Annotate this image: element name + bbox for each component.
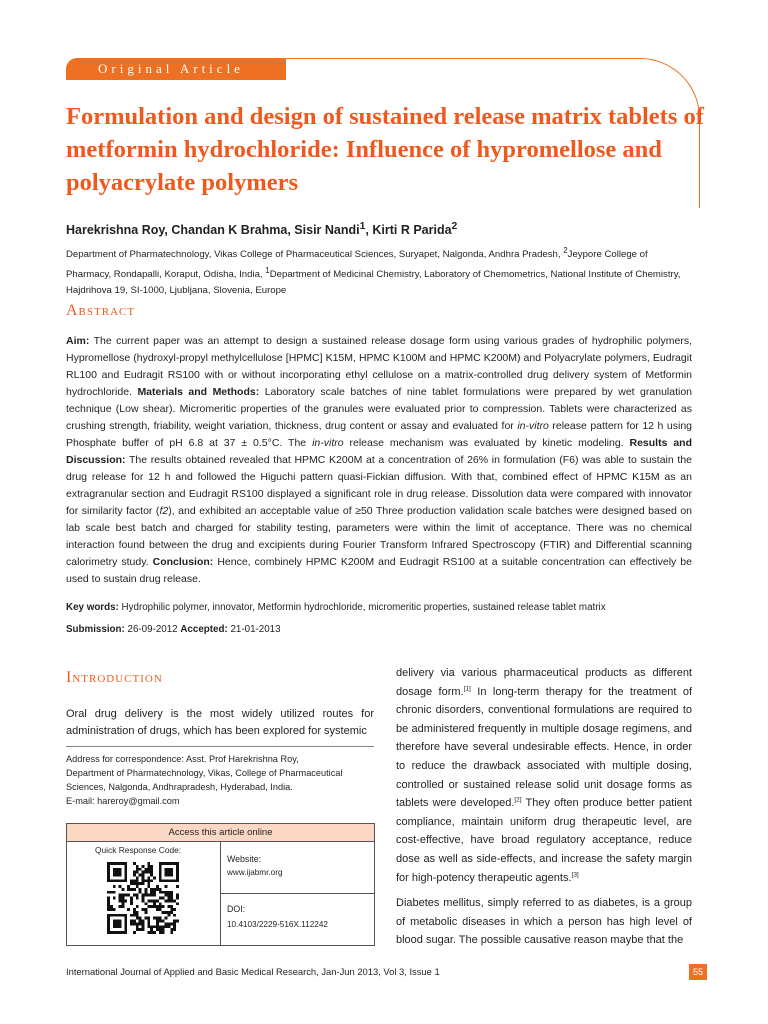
in-vitro-term-1: in-vitro — [517, 420, 549, 432]
qr-label: Quick Response Code: — [95, 845, 182, 855]
aim-text: The current paper was an attempt to design a sustained release dosage form using various grades of hydrophilic polymers, Hypromellose (hydroxyl-propyl methylcellulose [HPMC] K15M, HPMC K100M and HPMC K200M) and Polyacrylate polymers, Eudragit RL100 and Eudragit RS100 with or without incorporating ethyl cellulose on a matrix-controlled drug delivery system of Metformin hydrochloride. — [66, 335, 692, 398]
correspondence-line-1: Address for correspondence: Asst. Prof Harekrishna Roy, — [66, 754, 299, 764]
journal-footer: International Journal of Applied and Basic Medical Research, Jan-Jun 2013, Vol 3, Issue 1 — [66, 966, 440, 977]
results-label: Results and Discussion: — [66, 437, 692, 466]
intro-text-b: In long-term therapy for the treatment of chronic disorders, conventional formulations are required to be administered frequently in multiple dosage regimens, and therefore have several undesirable effects. Hence, in order to reduce the drawback associated with multiple dosing, controlled or sustained release solid unit dosage forms as tablets were developed. — [396, 685, 693, 810]
ref-1[interactable]: [1] — [463, 684, 471, 692]
accepted-date: 21-01-2013 — [227, 624, 281, 635]
submission-date: 26-09-2012 — [124, 624, 181, 635]
correspondence-block — [66, 752, 376, 808]
abstract-heading: Abstract — [66, 302, 136, 319]
ref-2[interactable]: [2] — [514, 796, 522, 804]
affiliations — [66, 243, 694, 299]
results-text-a: The results obtained revealed that HPMC K200M at a concentration of 26% in formulation (F6) was able to sustain the drug release for 12 h and followed the Higuchi pattern quasi-Fickian diffusion. With that, combined effect of HPMC K15M as an extragranular section and Eudragit RS100 displayed a significant role in drug release. Dissolution data were compared with innovator for similarity factor ( — [66, 454, 692, 517]
ref-3[interactable]: [3] — [571, 870, 579, 878]
submission-label: Submission: — [66, 624, 125, 635]
access-box-heading: Access this article online — [67, 824, 374, 842]
correspondence-email: E-mail: hareroy@gmail.com — [66, 796, 180, 806]
author-names: Harekrishna Roy, Chandan K Brahma, Sisir Nandi — [66, 223, 360, 238]
intro-text-a: delivery via various pharmaceutical products as different dosage form. — [396, 667, 692, 698]
article-type-label: Original Article — [98, 61, 244, 76]
f2-term: f2 — [159, 505, 169, 517]
website-link[interactable]: www.ijabmr.org — [227, 868, 283, 877]
access-box-row-divider — [220, 893, 374, 894]
affiliation-sup-1: 1 — [265, 266, 270, 276]
methods-text-a: Laboratory scale batches of nine tablet formulations were prepared by wet granulation technique (Low shear). Micromeritic properties of the granules were evaluated prior to compression. Tablets were characterized as crushing strength, friability, weight variation, thickness, drug content or assay and evaluated for — [66, 386, 693, 432]
affiliation-part-2: Jeypore College of Pharmacy, Rondapalli, Koraput, Odisha, India, — [66, 249, 648, 281]
keywords — [66, 601, 706, 615]
doi-value[interactable]: 10.4103/2229-516X.112242 — [227, 920, 328, 929]
correspondence-divider — [66, 746, 374, 747]
qr-code-icon — [107, 862, 179, 934]
conclusion-text: Hence, combinely HPMC K200M and Eudragit RS100 at a suitable concentration can effectively be used to sustain drug release. — [66, 556, 692, 585]
page-number: 55 — [689, 964, 707, 980]
access-article-box — [66, 823, 375, 946]
methods-text-c: release mechanism was evaluated by kinetic modeling. — [343, 437, 630, 449]
correspondence-line-2: Department of Pharmatechnology, Vikas, College of Pharmaceutical — [66, 768, 343, 778]
aim-label: Aim: — [66, 335, 90, 347]
abstract-body — [66, 333, 692, 588]
article-type-tab — [66, 58, 286, 80]
doi-label: DOI: — [227, 904, 246, 914]
introduction-left-text: Oral drug delivery is the most widely utilized routes for administration of drugs, which has been explored for systemic — [66, 708, 374, 737]
article-title: Formulation and design of sustained release matrix tablets of metformin hydrochloride: Influence of hypromellose and polyacrylate polymers — [66, 103, 704, 196]
correspondence-line-3: Sciences, Nalgonda, Andhrapradesh, Hyderabad, India. — [66, 782, 293, 792]
keywords-label: Key words: — [66, 602, 119, 613]
author-sup-1: 1 — [359, 221, 366, 232]
conclusion-label: Conclusion: — [152, 556, 214, 568]
author-last: , Kirti R Parida — [365, 223, 452, 238]
intro-text-c: They often produce better patient compliance, maintain uniform drug therapeutic level, are cost-effective, have broad regulatory acceptance, reduce dose as well as side-effects, and increase the safety margin for high-potency therapeutic agents. — [396, 797, 692, 884]
keywords-text: Hydrophilic polymer, innovator, Metformin hydrochloride, micromeritic properties, sustained release tablet matrix — [118, 602, 606, 613]
introduction-right-paragraph-1 — [396, 664, 692, 887]
author-sup-2: 2 — [451, 221, 458, 232]
introduction-right-paragraph-2: Diabetes mellitus, simply referred to as diabetes, is a group of metabolic diseases in which a person has high level of blood sugar. The possible causative reason maybe that the — [396, 897, 692, 947]
affiliation-part-1: Department of Pharmatechnology, Vikas College of Pharmaceutical Sciences, Suryapet, Nalgonda, Andhra Pradesh, — [66, 249, 564, 261]
in-vitro-term-2: in-vitro — [312, 437, 344, 449]
affiliation-sup-2: 2 — [563, 246, 568, 255]
affiliation-part-3: Department of Medicinal Chemistry, Laboratory of Chemometrics, National Institute of Chemistry, Hajdrihova 19, SI-1000, Ljubljana, Slovenia, Europe — [66, 269, 681, 297]
methods-label: Materials and Methods: — [137, 386, 260, 398]
author-list — [66, 219, 706, 238]
accepted-label: Accepted: — [180, 624, 228, 635]
results-text-b: ), and exhibited an acceptable value of ≥50 Three production validation scale batches were designed based on lab scale best batch and charged for stability testing, parameters were within the limit of acceptance. There was no chemical interaction found between the drug and excipients during Fourier Transform Infrared Spectroscopy (FTIR) and Differential scanning calorimetry study. — [66, 505, 693, 568]
submission-dates — [66, 623, 706, 637]
introduction-heading: Introduction — [66, 669, 163, 686]
methods-text-b: release pattern for 12 h using Phosphate buffer of pH 6.8 at 37 ± 0.5°C. The — [66, 420, 692, 449]
website-label: Website: — [227, 854, 262, 864]
